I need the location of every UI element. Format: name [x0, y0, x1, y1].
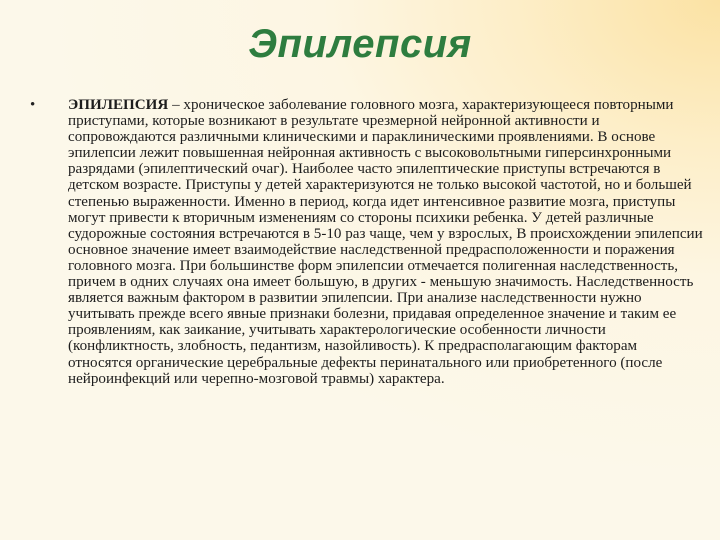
definition-text: – хроническое заболевание головного мозга, характеризующееся повторными приступами, которые возникают в результате чрезмерной нейронной активности и сопровождаются различными клиническими и параклиническими проявлениями. В основе эпилепсии лежит повышенная нейронная активность с высоковольтными гиперсинхронными разрядами (эпилептический очаг). Наиболее часто эпилептические приступы встречаются в детском возрасте. Приступы у детей характеризуются не только высокой частотой, но и большей степенью выраженности. Именно в период, когда идет интенсивное развитие мозга, приступы могут привести к вторичным изменениям со стороны психики ребенка. У детей различные судорожные состояния встречаются в 5-10 раз чаще, чем у взрослых, В происхождении эпилепсии основное значение имеет взаимодействие наследственной предрасположенности и поражения головного мозга. При большинстве форм эпилепсии отмечается полигенная наследственность, причем в одних случаях она имеет большую, в других - меньшую значимость. Наследственность является важным фактором в развитии эпилепсии. При анализе наследственности нужно учитывать прежде всего явные признаки болезни, придавая определенное значение и таким ее проявлениям, как заикание, учитывать характерологические особенности личности (конфликтность, злобность, педантизм, назойливость). К предрасполагающим факторам относятся органические церебральные дефекты перинатального или приобретенного (после нейроинфекций или черепно-мозговой травмы) характера.	[68, 97, 703, 387]
bullet-item	[30, 97, 706, 387]
term-word: ЭПИЛЕПСИЯ	[68, 97, 169, 113]
bullet-marker: •	[30, 97, 36, 113]
bullet-text	[68, 97, 704, 387]
slide-title: Эпилепсия	[248, 22, 472, 66]
